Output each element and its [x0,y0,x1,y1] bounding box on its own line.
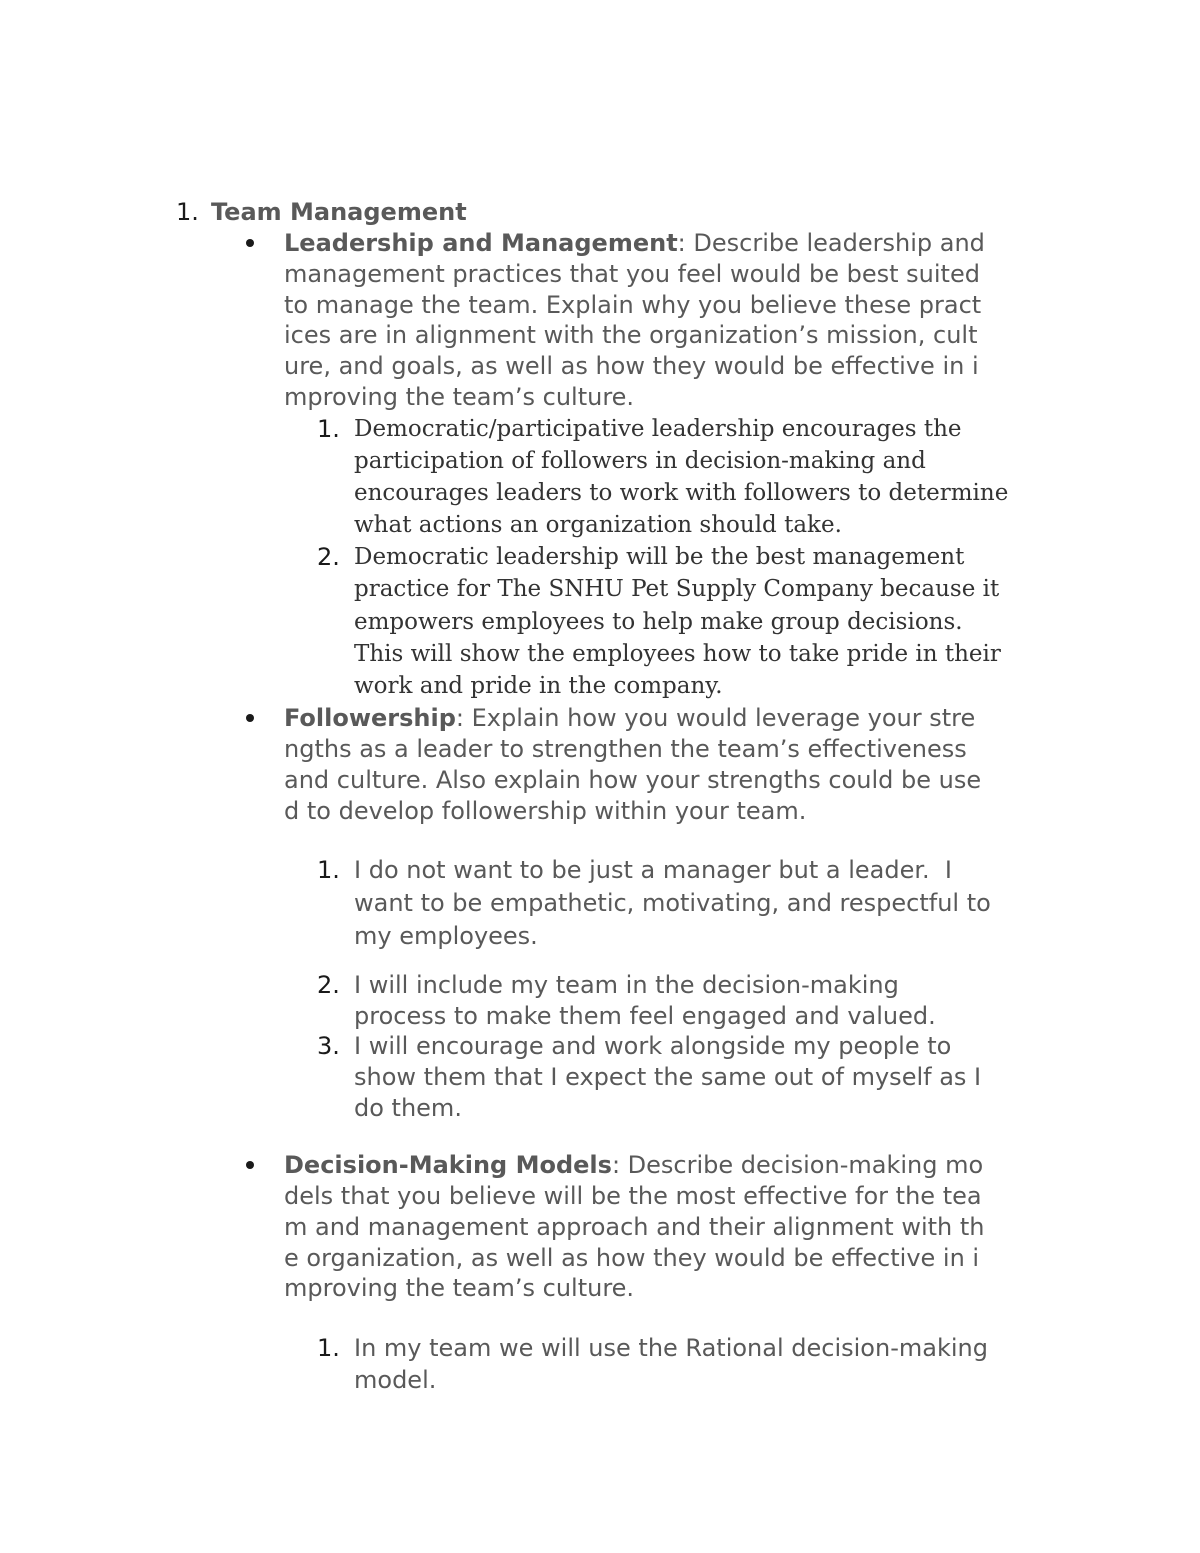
answer-line: I will encourage and work alongside my people to [354,1032,952,1060]
item-prompt-line: mproving the team’s culture. [284,383,635,411]
answer-line: want to be empathetic, motivating, and respectful to [354,889,991,917]
answer-line: do them. [354,1094,462,1122]
item-prompt-line: ngths as a leader to strengthen the team’s effectiveness [284,735,967,763]
answer-number: 2. [317,971,340,999]
answer-number: 1. [317,1334,340,1362]
answer-number: 2. [317,543,340,571]
item-prompt-line: d to develop followership within your team. [284,797,807,825]
bullet-marker [246,1161,254,1169]
item-prompt-line: dels that you believe will be the most effective for the tea [284,1182,982,1210]
answer-line: practice for The SNHU Pet Supply Company because it [354,576,1000,602]
item-prompt-line: e organization, as well as how they would be effective in i [284,1244,980,1272]
bullet-marker [246,239,254,247]
answer-line: encourages leaders to work with followers to determine [354,480,1009,506]
item-prompt-line: and culture. Also explain how your strengths could be use [284,766,982,794]
answer-line: empowers employees to help make group decisions. [354,609,963,635]
answer-line: In my team we will use the Rational decision-making [354,1334,988,1362]
answer-number: 1. [317,856,340,884]
answer-line: participation of followers in decision-making and [354,448,926,474]
answer-line: I will include my team in the decision-making [354,971,899,999]
item-prompt-line: mproving the team’s culture. [284,1274,635,1302]
item-prompt-line: to manage the team. Explain why you believe these pract [284,291,982,319]
item-term: Decision-Making Models [284,1151,612,1179]
item-prompt-line: management practices that you feel would be best suited [284,260,980,288]
answer-number: 1. [317,415,340,443]
item-prompt-text: : Explain how you would leverage your stre [455,704,976,732]
item-prompt-line: ure, and goals, as well as how they would be effective in i [284,352,979,380]
item-prompt-line: ices are in alignment with the organization’s mission, cult [284,321,978,349]
answer-line: my employees. [354,922,538,950]
item-prompt-line [284,1150,983,1181]
answer-line: This will show the employees how to take pride in their [354,641,1001,667]
item-prompt-text: : Describe decision-making mo [611,1151,984,1179]
section-number: 1. [176,198,199,226]
answer-line: what actions an organization should take. [354,512,842,538]
answer-line: work and pride in the company. [354,673,723,699]
item-prompt-line: m and management approach and their alignment with th [284,1213,985,1241]
answer-line: process to make them feel engaged and valued. [354,1002,936,1030]
item-prompt-line [284,228,985,259]
answer-line: model. [354,1366,437,1394]
answer-line: I do not want to be just a manager but a leader. I [354,856,952,884]
answer-number: 3. [317,1032,340,1060]
answer-line: Democratic leadership will be the best management [354,544,965,570]
answer-line: show them that I expect the same out of myself as I [354,1063,982,1091]
answer-line: Democratic/participative leadership encourages the [354,416,962,442]
item-prompt-line [284,703,975,734]
item-prompt-text: : Describe leadership and [677,229,985,257]
bullet-marker [246,714,254,722]
section-title: Team Management [211,198,467,226]
item-term: Leadership and Management [284,229,678,257]
item-term: Followership [284,704,456,732]
